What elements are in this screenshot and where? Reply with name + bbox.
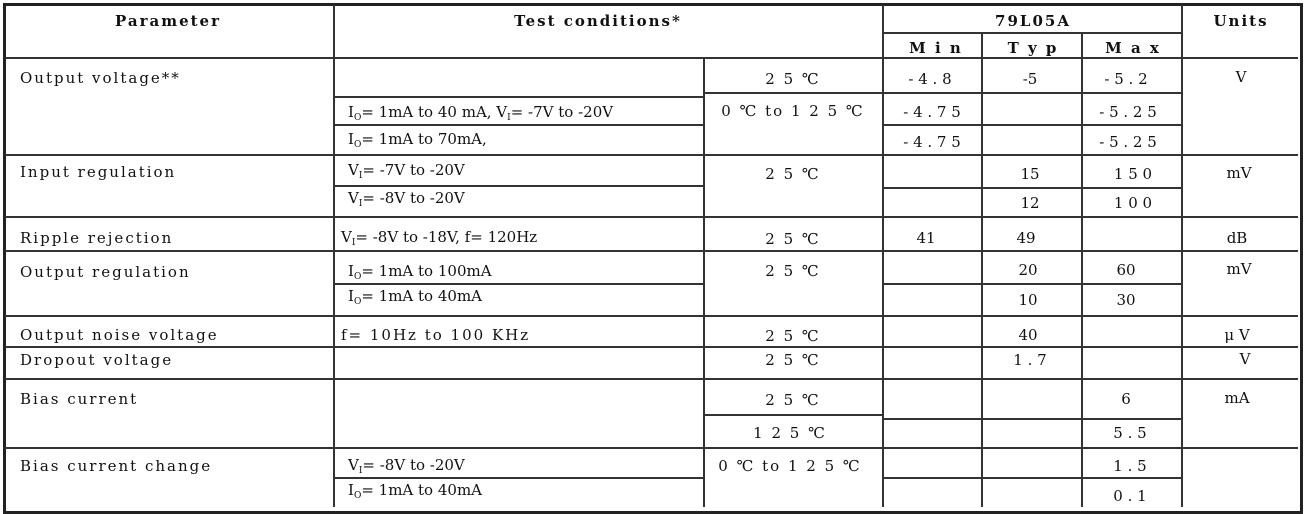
rr-cond: $V_I= -8V$ to -18V, f= 120Hz <box>341 228 538 248</box>
ov-line-2-values <box>883 124 1181 126</box>
ov-cond-b: $I_O= 1mA$ to 40 mA, $V_I= -7V$ to -20V <box>348 103 614 123</box>
or-unit: mV <box>1226 260 1252 278</box>
or-cond-b: $I_O= 1mA$ to 40mA <box>348 287 483 307</box>
or-max-a: 60 <box>1116 261 1136 279</box>
ov-max-a: - 5 . 2 <box>1104 70 1148 88</box>
or-typ-a: 20 <box>1018 261 1038 279</box>
param-output-voltage: Output voltage** <box>20 69 181 87</box>
rr-temp: 2 5 ℃ <box>765 230 821 248</box>
ov-min-a: - 4 . 8 <box>908 70 952 88</box>
ov-bottom-line <box>5 154 1298 156</box>
ov-min-c: - 4 . 7 5 <box>903 133 961 151</box>
bc-temp-a: 2 5 ℃ <box>765 391 821 409</box>
ir-cond-b: $V_I= -8V$ to -20V <box>348 189 465 209</box>
col-divider-min-typ <box>981 33 983 507</box>
bcc-cond-b: $I_O= 1mA$ to 40mA <box>348 481 483 501</box>
col-divider-param <box>333 5 335 57</box>
ov-line-1-values <box>883 92 1181 94</box>
bcc-max-b: 0 . 1 <box>1113 487 1147 505</box>
bc-line-values <box>883 418 1181 420</box>
header-min: M i n <box>909 39 963 57</box>
ov-cond-c: $I_O= 1mA$ to 70mA, <box>348 130 487 150</box>
ir-line-cond <box>333 185 703 187</box>
header-test-conditions: Test conditions* <box>514 12 682 30</box>
dv-unit: V <box>1239 350 1251 368</box>
nv-unit: μ V <box>1224 326 1250 344</box>
or-cond-a: $I_O= 1mA$ to 100mA <box>348 262 492 282</box>
ir-cond-a: $V_I= -7V$ to -20V <box>348 161 465 181</box>
ov-min-b: - 4 . 7 5 <box>903 103 961 121</box>
ov-line-1-cond <box>333 96 703 98</box>
rr-min: 41 <box>916 229 936 247</box>
bc-unit: mA <box>1224 389 1250 407</box>
param-dropout-voltage: Dropout voltage <box>20 351 174 369</box>
header-units: Units <box>1213 12 1269 30</box>
ov-max-b: - 5 . 2 5 <box>1099 103 1157 121</box>
header-parameter: Parameter <box>114 12 222 30</box>
ir-bottom-line <box>5 216 1298 218</box>
or-max-b: 30 <box>1116 291 1136 309</box>
bc-max-b: 5 . 5 <box>1113 424 1147 442</box>
ir-unit: mV <box>1226 164 1252 182</box>
bc-temp-b: 1 2 5 ℃ <box>753 424 827 442</box>
dv-typ: 1 . 7 <box>1013 351 1047 369</box>
bcc-temp: 0 ℃ to 1 2 5 ℃ <box>718 457 862 475</box>
nv-bottom-line <box>5 346 1298 348</box>
dv-bottom-line <box>5 378 1298 380</box>
col-divider-max-units <box>1181 5 1183 507</box>
bc-line-temp <box>703 414 882 416</box>
rr-typ: 49 <box>1016 229 1036 247</box>
ir-typ-b: 12 <box>1020 194 1040 212</box>
param-ripple-rejection: Ripple rejection <box>20 229 174 247</box>
header-subline <box>883 32 1181 34</box>
or-typ-b: 10 <box>1018 291 1038 309</box>
bcc-max-a: 1 . 5 <box>1113 457 1147 475</box>
ir-typ-a: 15 <box>1020 165 1040 183</box>
dv-temp: 2 5 ℃ <box>765 351 821 369</box>
col-divider-temp-min <box>882 5 884 507</box>
ir-line-values <box>883 187 1181 189</box>
or-line-cond <box>333 283 703 285</box>
header-typ: T y p <box>1007 39 1059 57</box>
col-divider-typ-max <box>1081 33 1083 507</box>
bcc-cond-a: $V_I= -8V$ to -20V <box>348 456 465 476</box>
nv-temp: 2 5 ℃ <box>765 327 821 345</box>
param-output-noise-voltage: Output noise voltage <box>20 326 219 344</box>
bc-max-a: 6 <box>1121 390 1131 408</box>
param-bias-current: Bias current <box>20 390 139 408</box>
nv-cond: f= 10Hz to 100 KHz <box>341 326 531 344</box>
header-part-number: 79L05A <box>995 12 1071 30</box>
or-bottom-line <box>5 315 1298 317</box>
col-divider-cond-temp <box>703 57 705 507</box>
ov-line-2-cond <box>333 124 703 126</box>
header-bottom-line <box>5 57 1298 59</box>
ov-typ-a: -5 <box>1022 70 1038 88</box>
bc-bottom-line <box>5 447 1298 449</box>
or-line-values <box>883 283 1181 285</box>
ov-max-c: - 5 . 2 5 <box>1099 133 1157 151</box>
header-max: M a x <box>1105 39 1161 57</box>
nv-typ: 40 <box>1018 326 1038 344</box>
rr-bottom-line <box>5 250 1298 252</box>
rr-unit: dB <box>1226 229 1248 247</box>
ov-temp-a: 2 5 ℃ <box>765 70 821 88</box>
ir-temp: 2 5 ℃ <box>765 165 821 183</box>
bcc-line-cond <box>333 477 703 479</box>
bcc-line-values <box>883 477 1181 479</box>
ir-max-b: 1 0 0 <box>1113 194 1153 212</box>
param-output-regulation: Output regulation <box>20 263 191 281</box>
param-input-regulation: Input regulation <box>20 163 177 181</box>
param-bias-current-change: Bias current change <box>20 457 213 475</box>
ov-line-1-temp <box>703 92 882 94</box>
ov-unit: V <box>1235 68 1247 86</box>
or-temp: 2 5 ℃ <box>765 262 821 280</box>
ir-max-a: 1 5 0 <box>1113 165 1153 183</box>
ov-temp-b: 0 ℃ to 1 2 5 ℃ <box>721 102 865 120</box>
